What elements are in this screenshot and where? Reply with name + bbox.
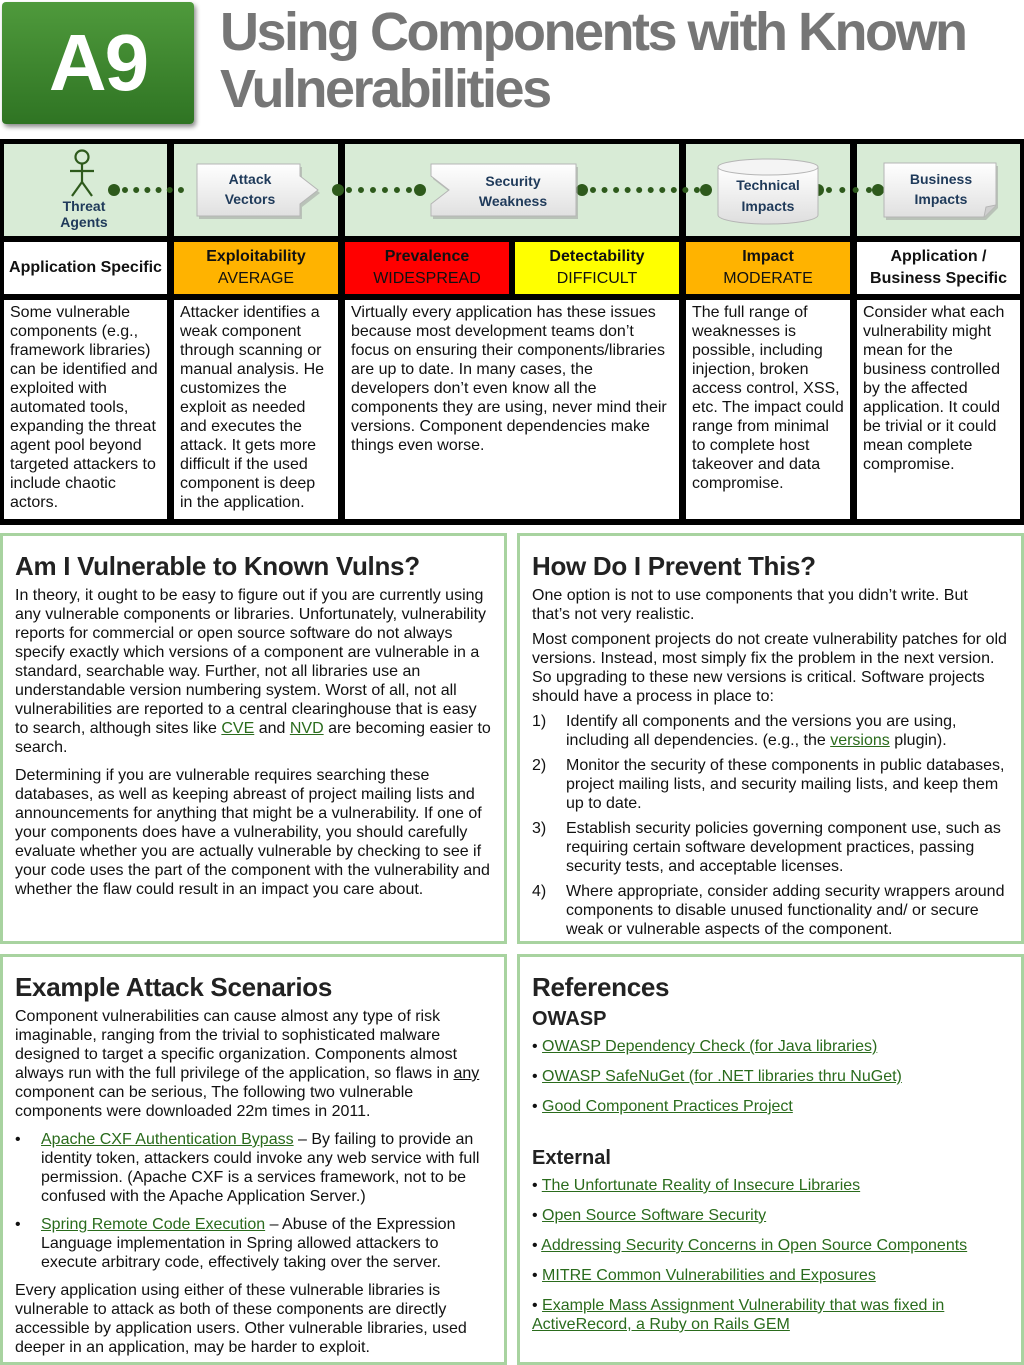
attack-vectors-label-line2: Vectors — [224, 191, 276, 207]
scenario-item-2 — [15, 1215, 492, 1272]
cve-link[interactable]: CVE — [221, 720, 255, 737]
rating-threat-agents — [4, 242, 167, 294]
nvd-link[interactable]: NVD — [289, 720, 324, 737]
rating-impact — [686, 242, 850, 294]
step-1-end: plugin). — [889, 732, 947, 749]
mass-assignment-link[interactable]: Example Mass Assignment Vulnerability that was fixed in ActiveRecord, a Ruby on Rails GEM — [532, 1297, 945, 1333]
scenarios-p1-text: Component vulnerabilities can cause almost any type of risk imaginable, ranging from the trivial to sophisticated malware designed to target a specific organization. Components almost always run with the full privilege of the application, so flaws in — [15, 1008, 458, 1082]
exploitability-label: Exploitability — [206, 248, 306, 265]
desc-security-weakness: Virtually every application has these issues because most development teams don’t focus on ensuring their components/libraries are up to date. In many cases, the developers don’t even know all the components they are using, never mind their versions. Component dependencies make things even worse. — [345, 300, 679, 519]
prevent-step-3 — [532, 819, 1009, 876]
connector-dots — [122, 187, 184, 193]
scenarios-paragraph-2: Every application using either of these vulnerable libraries is vulnerable to attack as both of these components are directly accessible by application users. Other vulnerable libraries, used deeper in an application, may be harder to exploit. — [15, 1282, 467, 1356]
impact-label: Impact — [742, 248, 794, 265]
risk-table — [0, 139, 1024, 525]
step-number: 3) — [532, 820, 547, 837]
vulnerable-heading: Am I Vulnerable to Known Vulns? — [15, 551, 420, 581]
rating-threat-agents-text: Application Specific — [9, 259, 162, 276]
business-impacts-label-line2: Impacts — [914, 191, 968, 207]
security-weakness-label — [450, 171, 576, 211]
references-heading: References — [532, 972, 670, 1002]
step-2-text: Monitor the security of these components in public databases, project mailing lists, and security mailing lists, and keep them up to date. — [566, 757, 1005, 812]
bullet: • — [532, 1207, 543, 1224]
rating-business-line1: Application / — [890, 248, 987, 265]
scenario-item-1 — [15, 1130, 492, 1206]
scenarios-paragraph-1 — [15, 1007, 492, 1121]
step-3-text: Establish security policies governing component use, such as requiring certain software development practices, passing security tests, and acceptable licenses. — [566, 820, 1001, 875]
vulnerable-panel — [0, 533, 507, 944]
prevent-steps — [532, 712, 1009, 939]
detectability-value: DIFFICULT — [556, 270, 638, 287]
prevent-heading: How Do I Prevent This? — [532, 551, 816, 581]
external-ref-1 — [532, 1176, 1009, 1195]
vulnerable-p1-end: are becoming easier to search. — [15, 720, 491, 756]
risk-id-badge: A9 — [2, 2, 194, 124]
security-weakness-label-line2: Weakness — [478, 193, 548, 209]
external-heading: External — [532, 1147, 611, 1169]
detectability-label: Detectability — [549, 248, 645, 265]
owasp-safenuget-link[interactable]: OWASP SafeNuGet (for .NET libraries thru NuGet) — [542, 1068, 902, 1085]
addressing-security-concerns-link[interactable]: Addressing Security Concerns in Open Source Components — [541, 1237, 968, 1254]
bullet: • — [532, 1267, 543, 1284]
bullet: • — [532, 1038, 543, 1055]
connector-dots — [590, 187, 700, 193]
connector-dots — [826, 187, 872, 193]
security-weakness-label-line1: Security — [485, 173, 541, 189]
attack-vectors-label-line1: Attack — [228, 171, 272, 187]
threat-agents-label: Threat Agents — [60, 198, 108, 230]
prevalence-label: Prevalence — [384, 248, 470, 265]
step-number: 1) — [532, 713, 547, 730]
attack-vectors-label — [198, 169, 302, 209]
prevalence-value: WIDESPREAD — [373, 270, 481, 287]
step-4-text: Where appropriate, consider adding security wrappers around components to disable unused functionality and/ or secure weak or vulnerable aspects of the component. — [566, 883, 1005, 938]
rating-prevalence — [345, 242, 509, 294]
business-impacts-label — [886, 169, 996, 209]
prevent-paragraph-2: Most component projects do not create vulnerability patches for old versions. Instead, most simply fix the problem in the next version. So upgrading to these new versions is critical. Software projects should have a process in place to: — [532, 631, 1007, 705]
references-panel — [517, 954, 1024, 1365]
vulnerable-paragraph-2: Determining if you are vulnerable requires searching these databases, as well as keeping abreast of project mailing lists and announcements for anything that might be a vulnerability. If one of your components does have a vulnerability, you should carefully evaluate whether you are actually vulnerable by checking to see if your code uses the part of the component with the vulnerability and whether the flaw could result in an impact you care about. — [15, 767, 490, 898]
rating-business-line2: Business Specific — [870, 270, 1007, 287]
rating-detectability — [515, 242, 679, 294]
prevent-step-4 — [532, 882, 1009, 939]
threat-agent-icon — [66, 149, 98, 201]
unfortunate-reality-link[interactable]: The Unfortunate Reality of Insecure Libraries — [541, 1177, 861, 1194]
good-component-practices-link[interactable]: Good Component Practices Project — [542, 1098, 793, 1115]
vulnerable-p1-text: In theory, it ought to be easy to figure out if you are currently using any vulnerable components or libraries. Unfortunately, vulnerability reports for commercial or open source software do not always specify exactly which versions of a component are vulnerable in a standard, searchable way. Further, not all libraries use an understandable version numbering system. Worst of all, not all vulnerabilities are reported to a central clearinghouse that is easy to search, although sites like — [15, 587, 487, 737]
desc-business-impacts: Consider what each vulnerability might mean for the business controlled by the affected application. It could be trivial or it could mean complete compromise. — [857, 300, 1020, 519]
technical-impacts-label — [718, 175, 818, 217]
scenarios-list — [15, 1130, 492, 1272]
desc-threat-agents: Some vulnerable components (e.g., framework libraries) can be identified and exploited with automated tools, expanding the threat agent pool beyond targeted attackers to include chaotic actors. — [4, 300, 167, 519]
scenarios-p1-end: component can be serious, The following two vulnerable components were downloaded 22m times in 2011. — [15, 1084, 414, 1120]
connector-dot — [332, 184, 344, 196]
mitre-cve-link[interactable]: MITRE Common Vulnerabilities and Exposures — [542, 1267, 876, 1284]
prevent-paragraph-1: One option is not to use components that you didn’t write. But that’s not very realistic. — [532, 587, 968, 623]
spring-rce-link[interactable]: Spring Remote Code Execution — [41, 1216, 266, 1233]
desc-technical-impacts: The full range of weaknesses is possible, including injection, broken access control, XSS, etc. The impact could range from minimal to complete host takeover and data compromise. — [686, 300, 850, 519]
prevent-panel — [517, 533, 1024, 944]
bullet: • — [532, 1237, 542, 1254]
open-source-security-link[interactable]: Open Source Software Security — [542, 1207, 767, 1224]
step-1-text: Identify all components and the versions you are using, including all dependencies. (e.g., the — [566, 713, 957, 749]
connector-dots — [346, 187, 412, 193]
external-ref-2 — [532, 1206, 1009, 1225]
scenario-item-2-text: – Abuse of the Expression Language implementation in Spring allowed attackers to execute arbitrary code, effectively taking over the server. — [41, 1216, 456, 1271]
scenarios-panel — [0, 954, 507, 1365]
step-number: 2) — [532, 757, 547, 774]
scenarios-heading: Example Attack Scenarios — [15, 972, 332, 1002]
vulnerable-p1-and: and — [254, 720, 290, 737]
technical-impacts-label-line1: Technical — [736, 177, 800, 193]
impact-value: MODERATE — [723, 270, 813, 287]
bullet: • — [532, 1068, 543, 1085]
prevent-step-2 — [532, 756, 1009, 813]
business-impacts-label-line1: Business — [909, 171, 973, 187]
versions-link[interactable]: versions — [830, 732, 890, 749]
step-number: 4) — [532, 883, 547, 900]
bullet: • — [15, 1131, 21, 1148]
bullet: • — [15, 1216, 21, 1233]
technical-impacts-label-line2: Impacts — [741, 198, 795, 214]
page-title-line2: Vulnerabilities — [220, 59, 550, 119]
desc-attack-vectors: Attacker identifies a weak component through scanning or manual analysis. He customizes the exploit as needed and executes the attack. It gets more difficult if the used component is deep in the application. — [174, 300, 338, 519]
bullet: • — [532, 1297, 543, 1314]
bullet: • — [532, 1098, 543, 1115]
owasp-ref-3 — [532, 1097, 1009, 1116]
exploitability-value: AVERAGE — [217, 270, 295, 287]
bullet: • — [532, 1177, 542, 1194]
connector-dot — [108, 184, 120, 196]
connector-dot — [700, 184, 712, 196]
owasp-heading: OWASP — [532, 1008, 607, 1030]
connector-dot — [414, 184, 426, 196]
external-ref-4 — [532, 1266, 1009, 1285]
external-ref-5 — [532, 1296, 1009, 1334]
rating-exploitability — [174, 242, 338, 294]
page-title — [220, 4, 1020, 118]
owasp-dependency-check-link[interactable]: OWASP Dependency Check (for Java libraries) — [542, 1038, 878, 1055]
apache-cxf-link[interactable]: Apache CXF Authentication Bypass — [41, 1131, 294, 1148]
page-title-line1: Using Components with Known — [220, 2, 966, 62]
scenario-item-1-text: – By failing to provide an identity token, attackers could invoke any web service with full permission. (Apache CXF is a services framework, not to be confused with the Apache Application Server.) — [41, 1131, 480, 1205]
prevent-step-1 — [532, 712, 1009, 750]
owasp-ref-2 — [532, 1067, 1009, 1086]
owasp-ref-1 — [532, 1037, 1009, 1056]
vulnerable-paragraph-1 — [15, 586, 492, 757]
external-ref-3 — [532, 1236, 1009, 1255]
scenarios-p1-any: any — [453, 1065, 480, 1082]
rating-business — [857, 242, 1020, 294]
